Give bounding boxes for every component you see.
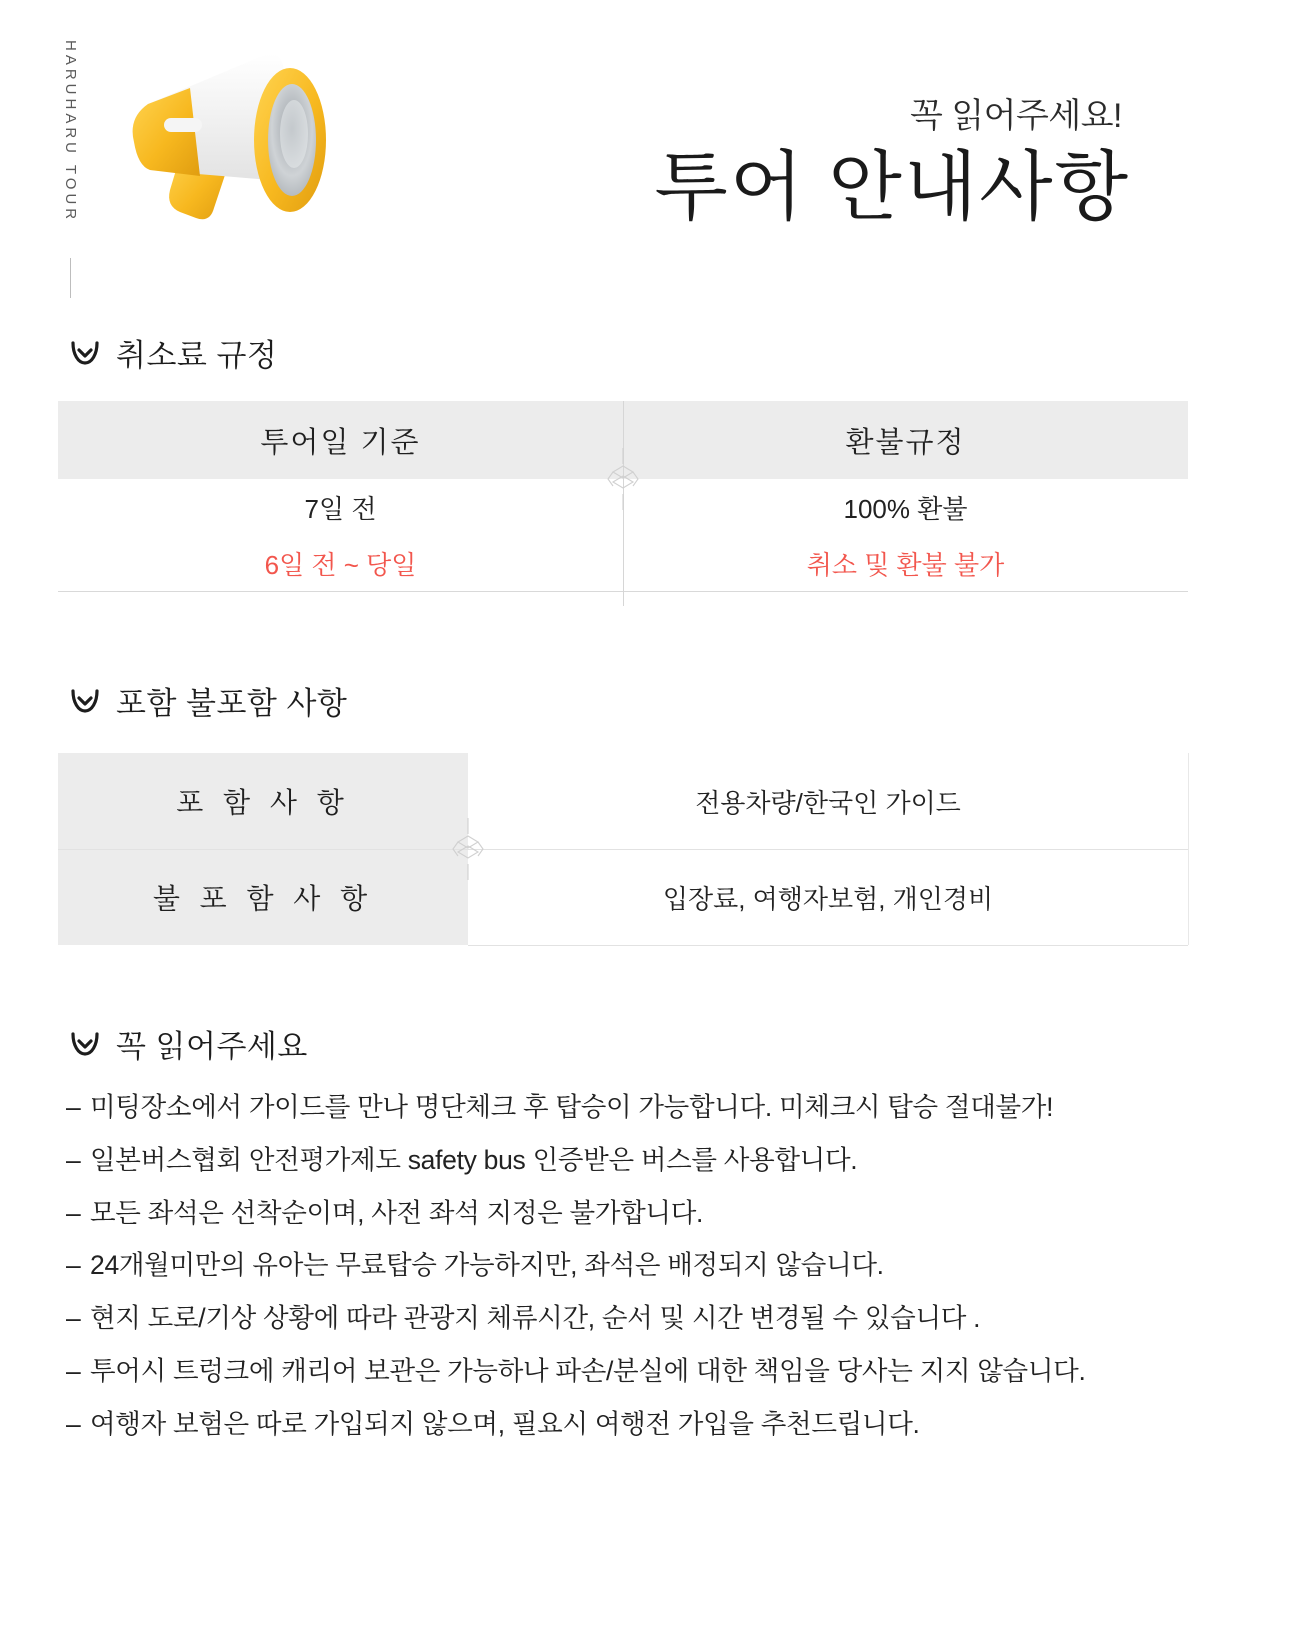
table-row [58, 753, 1188, 849]
header-subtitle: 꼭 읽어주세요! [910, 97, 1122, 135]
note-text: 일본버스협회 안전평가제도 safety bus 인증받은 버스를 사용합니다. [90, 1144, 858, 1175]
section-heading-inclusions [68, 678, 1290, 723]
note-text: 미팅장소에서 가이드를 만나 명단체크 후 탑승이 가능합니다. 미체크시 탑승 절대불가! [90, 1092, 1054, 1122]
notes-list [66, 1090, 1226, 1442]
table2-right-divider [1188, 753, 1189, 945]
knot-ornament-icon [600, 444, 646, 514]
brand-divider [70, 258, 71, 298]
page-title: 투어 안내사항 [654, 145, 1130, 230]
table1-refund-1: 취소 및 환불 불가 [806, 549, 1005, 580]
table1-refund-0: 100% 환불 [843, 493, 968, 524]
check-curl-icon [68, 684, 102, 718]
table1-basis-0: 7일 전 [304, 493, 377, 524]
brand-vertical-label: HARUHARU TOUR [62, 40, 79, 224]
knot-ornament-icon [445, 814, 491, 884]
section-title-notes: 꼭 읽어주세요 [116, 1029, 308, 1064]
page-header [0, 0, 1290, 330]
cancel-fee-table [58, 401, 1188, 592]
note-dash: – [66, 1092, 81, 1122]
list-item [66, 1196, 1226, 1232]
check-curl-icon [68, 336, 102, 370]
table1-col-refund: 환불규정 [845, 426, 966, 459]
section-title-cancel: 취소료 규정 [116, 338, 278, 373]
megaphone-icon [112, 30, 352, 260]
note-dash: – [66, 1144, 81, 1175]
note-text: 투어시 트렁크에 캐리어 보관은 가능하나 파손/분실에 대한 책임을 당사는 지지 않습니다. [90, 1355, 1086, 1386]
note-text: 24개월미만의 유아는 무료탑승 가능하지만, 좌석은 배정되지 않습니다. [90, 1250, 884, 1281]
table1-basis-1: 6일 전 ~ 당일 [264, 549, 417, 580]
inclusions-table [58, 753, 1188, 945]
note-text: 여행자 보험은 따로 가입되지 않으며, 필요시 여행전 가입을 추천드립니다. [90, 1408, 920, 1439]
section-heading-cancel [68, 330, 1290, 375]
note-dash: – [66, 1250, 81, 1281]
check-curl-icon [68, 1027, 102, 1061]
table2-label-1: 불 포 함 사 항 [58, 849, 468, 945]
list-item [66, 1248, 1226, 1284]
table2-value-1: 입장료, 여행자보험, 개인경비 [662, 883, 994, 914]
table-row [58, 849, 1188, 945]
note-text: 현지 도로/기상 상황에 따라 관광지 체류시간, 순서 및 시간 변경될 수 있습니다 . [90, 1303, 981, 1334]
list-item [66, 1407, 1226, 1443]
note-dash: – [66, 1355, 81, 1386]
table2-label-0: 포 함 사 항 [58, 753, 468, 849]
table2-bottom-divider [468, 945, 1188, 946]
table1-col-basis: 투어일 기준 [260, 426, 421, 459]
list-item [66, 1143, 1226, 1179]
list-item [66, 1354, 1226, 1390]
section-title-inclusions: 포함 불포함 사항 [116, 686, 348, 721]
table2-row-divider [58, 849, 1188, 850]
table2-value-0: 전용차량/한국인 가이드 [695, 787, 961, 818]
note-dash: – [66, 1408, 81, 1439]
section-heading-notes [68, 1021, 1290, 1066]
list-item [66, 1090, 1226, 1126]
note-dash: – [66, 1303, 81, 1334]
list-item [66, 1301, 1226, 1337]
note-dash: – [66, 1197, 81, 1228]
note-text: 모든 좌석은 선착순이며, 사전 좌석 지정은 불가합니다. [90, 1197, 704, 1228]
